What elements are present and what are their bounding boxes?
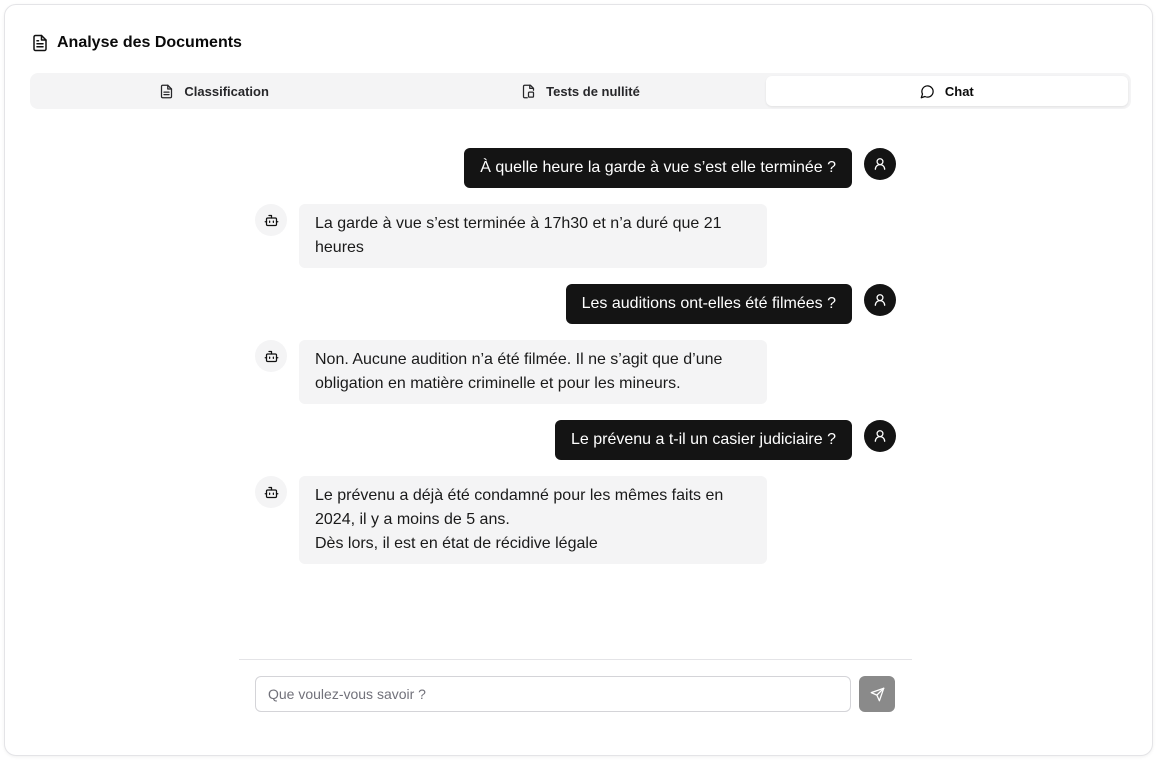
page-title: Analyse des Documents <box>57 34 242 51</box>
user-message <box>555 420 896 460</box>
bot-icon <box>264 485 279 500</box>
composer-divider <box>239 659 912 660</box>
file-scan-icon <box>521 84 536 99</box>
message-text: Dès lors, il est en état de récidive légale <box>315 535 598 552</box>
user-avatar <box>864 284 896 316</box>
send-button[interactable] <box>859 676 895 712</box>
user-message <box>566 284 896 324</box>
tab-label: Tests de nullité <box>546 83 640 99</box>
user-bubble <box>555 420 852 460</box>
assistant-message <box>255 340 767 404</box>
user-avatar <box>864 420 896 452</box>
user-icon <box>873 429 887 443</box>
bot-avatar <box>255 476 287 508</box>
chat-input-wrapper <box>255 676 851 712</box>
message-text: La garde à vue s’est terminée à 17h30 et n’a duré que 21 heures <box>315 215 722 256</box>
message-text: Non. Aucune audition n’a été filmée. Il ne s’agit que d’une obligation en matière criminelle et pour les mineurs. <box>315 351 723 392</box>
assistant-message <box>255 204 767 268</box>
tab-label: Chat <box>944 83 974 99</box>
user-bubble <box>464 148 852 188</box>
tab-tests-de-nullite[interactable] <box>399 76 761 106</box>
file-text-icon <box>159 84 174 99</box>
assistant-bubble <box>299 476 767 564</box>
bot-avatar <box>255 340 287 372</box>
file-text-icon <box>31 34 49 52</box>
message-text: Le prévenu a déjà été condamné pour les mêmes faits en 2024, il y a moins de 5 ans. <box>315 487 724 528</box>
bot-icon <box>264 349 279 364</box>
send-icon <box>870 687 885 702</box>
assistant-message <box>255 476 767 564</box>
tab-chat[interactable] <box>766 76 1128 106</box>
message-text: Le prévenu a t-il un casier judiciaire ? <box>570 431 836 448</box>
user-icon <box>873 157 887 171</box>
tab-list <box>30 73 1131 109</box>
tab-label: Classification <box>184 83 269 99</box>
message-text: Les auditions ont-elles été filmées ? <box>581 295 836 312</box>
message-circle-icon <box>920 84 935 99</box>
bot-avatar <box>255 204 287 236</box>
tab-classification[interactable] <box>33 76 395 106</box>
message-text: À quelle heure la garde à vue s’est elle terminée ? <box>480 159 836 176</box>
card-header <box>31 31 242 55</box>
user-message <box>464 148 896 188</box>
user-bubble <box>566 284 852 324</box>
user-icon <box>873 293 887 307</box>
chat-input[interactable] <box>256 677 850 711</box>
bot-icon <box>264 213 279 228</box>
assistant-bubble <box>299 204 767 268</box>
assistant-bubble <box>299 340 767 404</box>
user-avatar <box>864 148 896 180</box>
